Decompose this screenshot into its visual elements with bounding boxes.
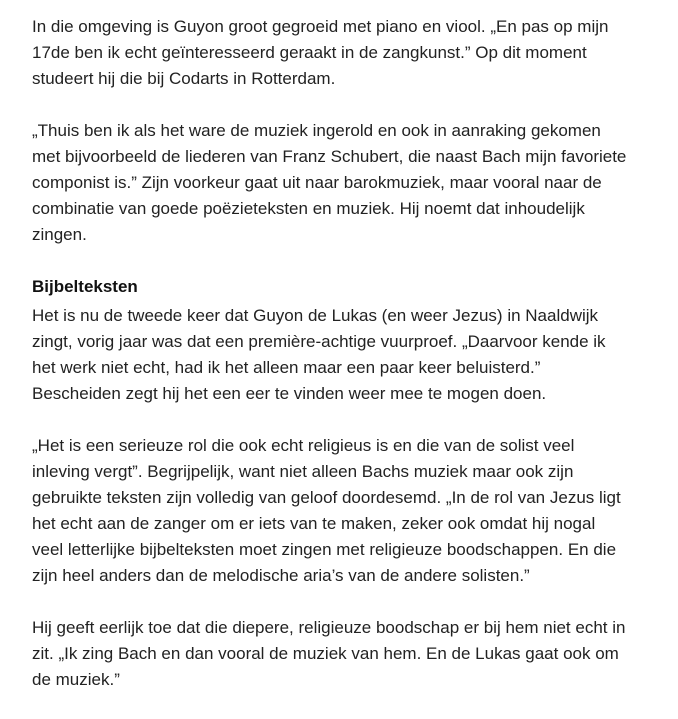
text-line: In die omgeving is Guyon groot gegroeid met piano en viool. „En pas op mijn: [32, 17, 609, 36]
text-line: Het is nu de tweede keer dat Guyon de Lukas (en weer Jezus) in Naaldwijk: [32, 306, 599, 325]
paragraph: [32, 14, 672, 92]
text-line: zingt, vorig jaar was dat een première-achtige vuurproef. „Daarvoor kende ik: [32, 332, 606, 351]
text-line: zijn heel anders dan de melodische aria’s van de andere solisten.”: [32, 566, 530, 585]
text-line: „Het is een serieuze rol die ook echt religieus is en die van de solist veel: [32, 436, 575, 455]
text-line: met bijvoorbeeld de liederen van Franz Schubert, die naast Bach mijn favoriete: [32, 147, 627, 166]
paragraph: [32, 433, 672, 589]
article-body: [32, 14, 672, 719]
text-line: combinatie van goede poëzieteksten en muziek. Hij noemt dat inhoudelijk: [32, 199, 585, 218]
text-line: „Thuis ben ik als het ware de muziek ingerold en ook in aanraking gekomen: [32, 121, 601, 140]
section-heading: Bijbelteksten: [32, 277, 138, 296]
text-line: studeert hij die bij Codarts in Rotterdam.: [32, 69, 336, 88]
text-line: gebruikte teksten zijn volledig van geloof doordesemd. „In de rol van Jezus ligt: [32, 488, 621, 507]
paragraph: [32, 303, 672, 407]
text-line: Hij geeft eerlijk toe dat die diepere, religieuze boodschap er bij hem niet echt in: [32, 618, 626, 637]
text-line: inleving vergt”. Begrijpelijk, want niet alleen Bachs muziek maar ook zijn: [32, 462, 574, 481]
text-line: 17de ben ik echt geïnteresseerd geraakt in de zangkunst.” Op dit moment: [32, 43, 587, 62]
text-line: Bescheiden zegt hij het een eer te vinden weer mee te mogen doen.: [32, 384, 547, 403]
paragraph: [32, 615, 672, 693]
paragraph: [32, 118, 672, 248]
text-line: het werk niet echt, had ik het alleen maar een paar keer beluisterd.”: [32, 358, 541, 377]
text-line: veel letterlijke bijbelteksten moet zingen met religieuze boodschappen. En die: [32, 540, 617, 559]
text-line: zingen.: [32, 225, 87, 244]
text-line: de muziek.”: [32, 670, 120, 689]
text-line: componist is.” Zijn voorkeur gaat uit naar barokmuziek, maar vooral naar de: [32, 173, 602, 192]
text-line: zit. „Ik zing Bach en dan vooral de muziek van hem. En de Lukas gaat ook om: [32, 644, 619, 663]
text-line: het echt aan de zanger om er iets van te maken, zeker ook omdat hij nogal: [32, 514, 596, 533]
